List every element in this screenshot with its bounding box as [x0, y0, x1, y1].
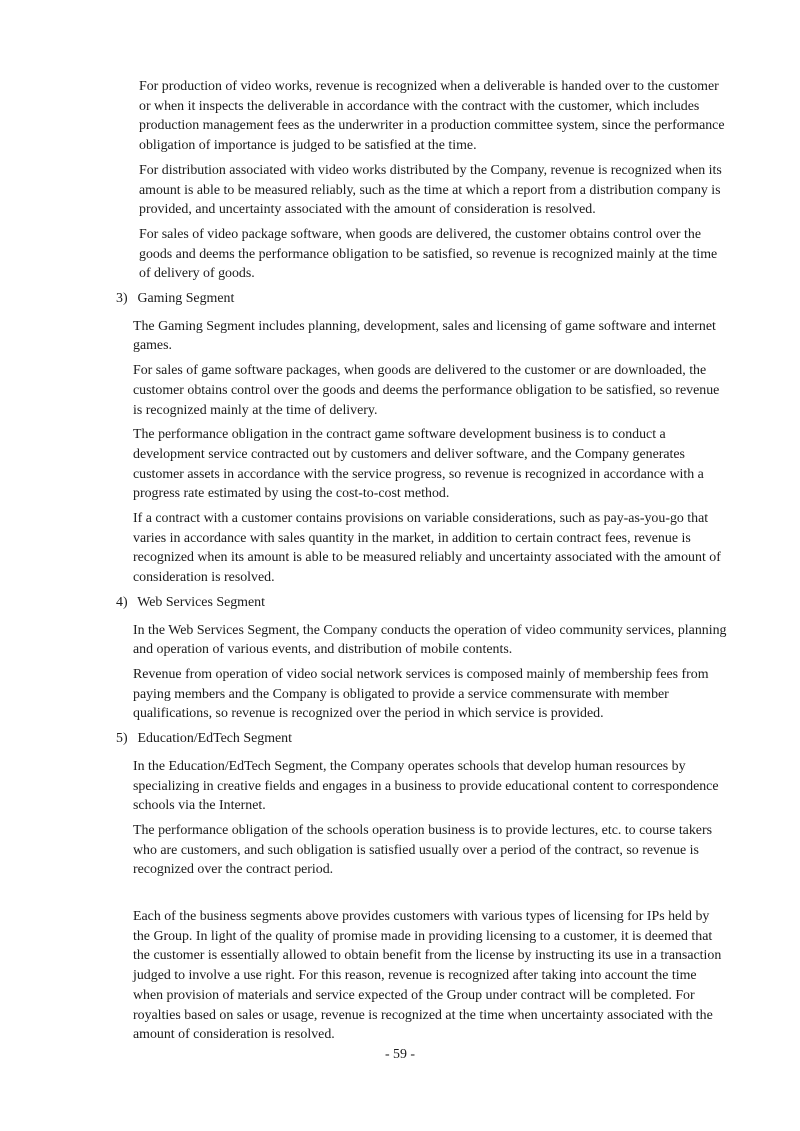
gaming-paragraph-4: If a contract with a customer contains provisions on variable considerations, such as pay-as-you-go that varies in accordance with sales quantity in the market, in addition to certain contract fees, revenue is recognized when its amount is able to be measured reliably and uncertainty associated with the amount of consideration is resolved.: [133, 511, 721, 586]
web-paragraph-2: Revenue from operation of video social network services is composed mainly of membership fees from paying members and the Company is obligated to provide a service commensurate with member qualifications, so revenue is recognized over the period in which service is provided.: [133, 666, 709, 722]
section-heading-education: [116, 729, 729, 749]
gaming-paragraph-3: The performance obligation in the contract game software development business is to conduct a development service contracted out by customers and deliver software, and the Company generates customer assets in accordance with the service progress, so revenue is recognized in accordance with a progress rate estimated by using the cost-to-cost method.: [133, 427, 704, 502]
section-number: 4): [116, 594, 128, 610]
video-paragraph-2: For distribution associated with video works distributed by the Company, revenue is recognized when its amount is able to be measured reliably, such as the time at which a report from a distribution company is provided, and uncertainty associated with the amount of consideration is resolved.: [139, 162, 722, 218]
section-title: Web Services Segment: [137, 594, 265, 610]
section-number: 3): [116, 291, 128, 307]
education-paragraph-1: In the Education/EdTech Segment, the Company operates schools that develop human resources by specializing in creative fields and engages in a business to provide educational content to correspondence schools via the Internet.: [133, 758, 719, 814]
licensing-paragraph: Each of the business segments above provides customers with various types of licensing for IPs held by the Group. In light of the quality of promise made in providing licensing to a customer, it is deemed that the customer is essentially allowed to obtain benefit from the license by instructing its use in a transaction judged to involve a use right. For this reason, revenue is recognized after taking into account the time when provision of materials and service expected of the Group under contract will be completed. For royalties based on sales or usage, revenue is recognized at the time when uncertainty associated with the amount of consideration is resolved.: [133, 909, 722, 1043]
video-paragraph-3: For sales of video package software, when goods are delivered, the customer obtains control over the goods and deems the performance obligation to be satisfied, so revenue is recognized mainly at the time of delivery of goods.: [139, 226, 718, 282]
education-paragraph-2: The performance obligation of the schools operation business is to provide lectures, etc. to course takers who are customers, and such obligation is satisfied usually over a period of the contract, so revenue is recognized over the contract period.: [133, 822, 712, 878]
spacer: [0, 885, 729, 907]
section-title: Education/EdTech Segment: [137, 731, 292, 747]
gaming-paragraph-2: For sales of game software packages, when goods are delivered to the customer or are downloaded, the customer obtains control over the goods and deems the performance obligation to be satisfied, so revenue is recognized mainly at the time of delivery.: [133, 363, 720, 418]
section-heading-gaming: [116, 289, 729, 309]
page-number: - 59 -: [384, 1047, 416, 1062]
section-title: Gaming Segment: [137, 291, 235, 307]
web-paragraph-1: In the Web Services Segment, the Company conducts the operation of video community services, planning and operation of various events, and distribution of mobile contents.: [133, 622, 727, 658]
section-number: 5): [116, 731, 128, 747]
section-heading-web-services: [116, 593, 729, 613]
page-content: [0, 77, 729, 1050]
video-paragraph-1: For production of video works, revenue is recognized when a deliverable is handed over to the customer or when it inspects the deliverable in accordance with the contract with the customer, which includes production management fees as the underwriter in a production committee system, since the performance obligation of importance is judged to be satisfied at the time.: [139, 79, 725, 154]
gaming-paragraph-1: The Gaming Segment includes planning, development, sales and licensing of game software and internet games.: [133, 318, 716, 354]
